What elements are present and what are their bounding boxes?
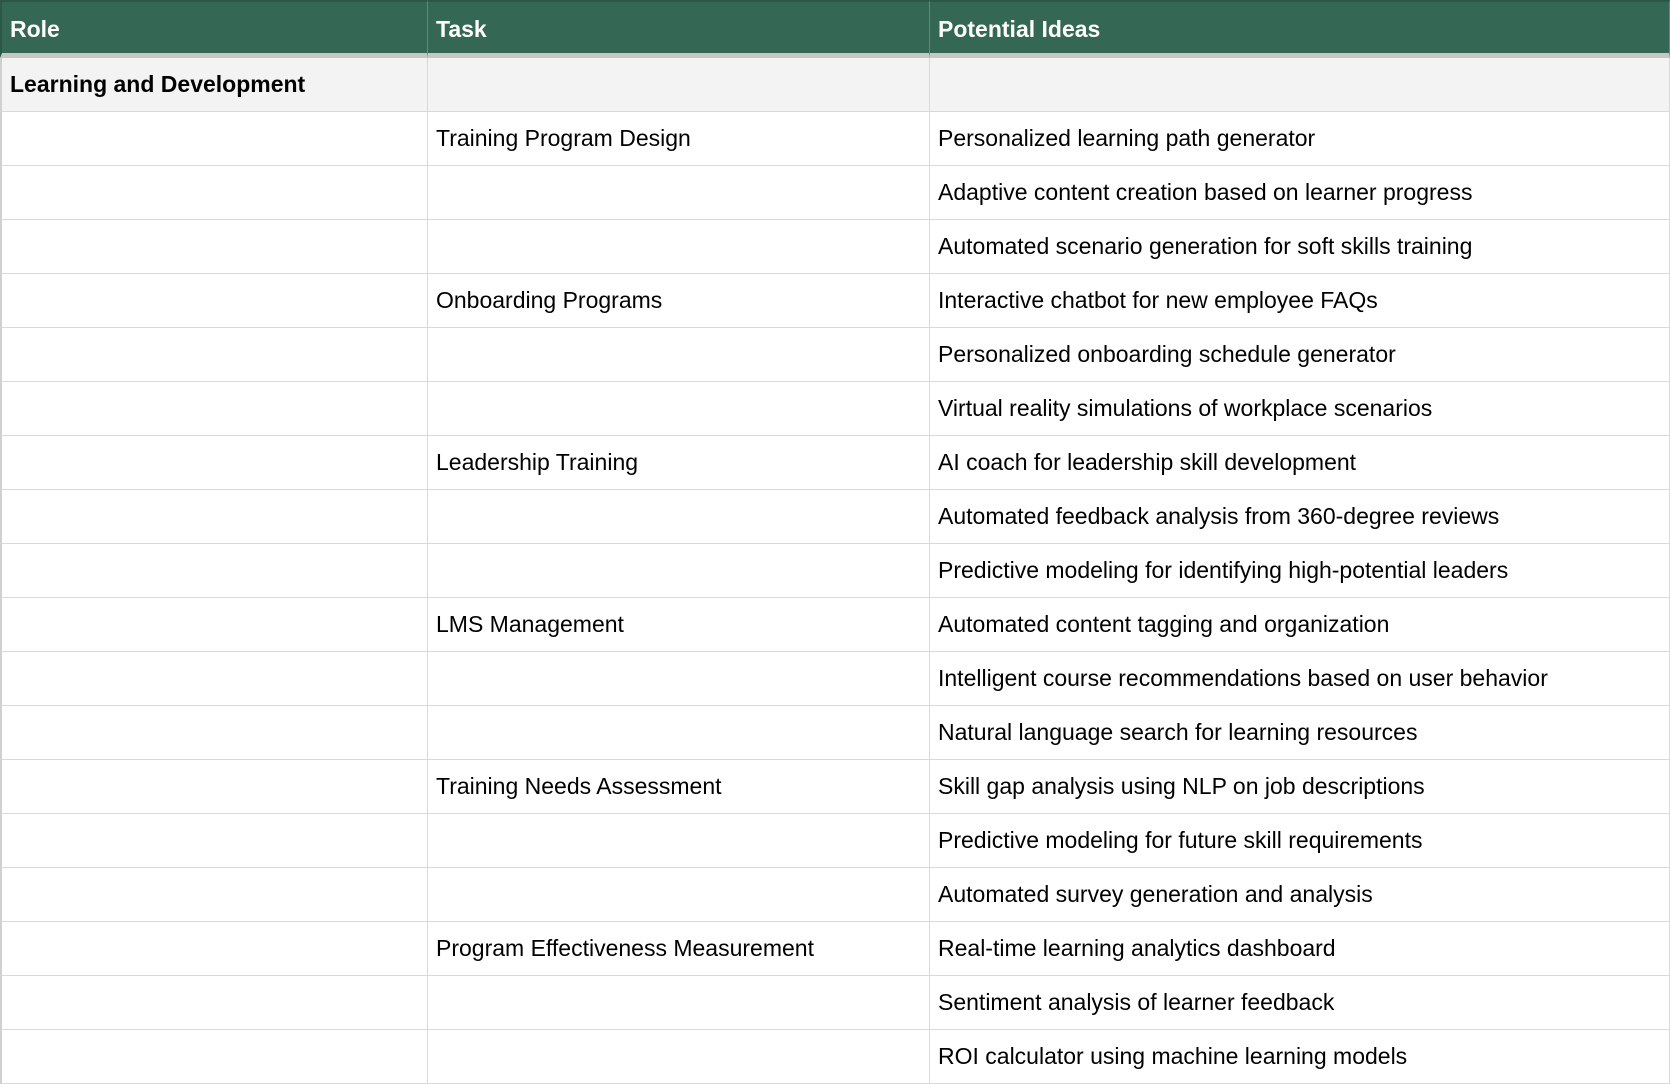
idea-cell[interactable]: Predictive modeling for future skill requirements: [930, 814, 1670, 868]
task-cell[interactable]: [428, 220, 930, 274]
task-cell[interactable]: Onboarding Programs: [428, 274, 930, 328]
role-cell[interactable]: [0, 436, 428, 490]
role-cell[interactable]: [0, 706, 428, 760]
idea-cell[interactable]: Automated survey generation and analysis: [930, 868, 1670, 922]
task-cell[interactable]: [428, 652, 930, 706]
idea-cell[interactable]: Virtual reality simulations of workplace scenarios: [930, 382, 1670, 436]
role-cell[interactable]: [0, 328, 428, 382]
idea-cell[interactable]: Natural language search for learning resources: [930, 706, 1670, 760]
role-cell[interactable]: [0, 814, 428, 868]
role-cell[interactable]: [0, 112, 428, 166]
task-cell[interactable]: [428, 868, 930, 922]
task-cell[interactable]: [428, 706, 930, 760]
task-cell[interactable]: [428, 490, 930, 544]
idea-cell[interactable]: Automated feedback analysis from 360-degree reviews: [930, 490, 1670, 544]
group-ideas-cell[interactable]: [930, 58, 1670, 112]
role-cell[interactable]: [0, 922, 428, 976]
idea-cell[interactable]: Interactive chatbot for new employee FAQs: [930, 274, 1670, 328]
idea-cell[interactable]: Personalized onboarding schedule generator: [930, 328, 1670, 382]
task-cell[interactable]: Training Program Design: [428, 112, 930, 166]
column-header-task[interactable]: Task: [428, 0, 930, 58]
idea-cell[interactable]: ROI calculator using machine learning models: [930, 1030, 1670, 1084]
idea-cell[interactable]: Real-time learning analytics dashboard: [930, 922, 1670, 976]
idea-cell[interactable]: Personalized learning path generator: [930, 112, 1670, 166]
role-cell[interactable]: [0, 166, 428, 220]
task-cell[interactable]: [428, 976, 930, 1030]
role-cell[interactable]: [0, 760, 428, 814]
group-role-cell[interactable]: Learning and Development: [0, 58, 428, 112]
role-cell[interactable]: [0, 868, 428, 922]
task-cell[interactable]: [428, 814, 930, 868]
idea-cell[interactable]: Sentiment analysis of learner feedback: [930, 976, 1670, 1030]
idea-cell[interactable]: Automated scenario generation for soft skills training: [930, 220, 1670, 274]
task-cell[interactable]: Leadership Training: [428, 436, 930, 490]
idea-cell[interactable]: Adaptive content creation based on learner progress: [930, 166, 1670, 220]
idea-cell[interactable]: Predictive modeling for identifying high-potential leaders: [930, 544, 1670, 598]
column-header-ideas[interactable]: Potential Ideas: [930, 0, 1670, 58]
task-cell[interactable]: Program Effectiveness Measurement: [428, 922, 930, 976]
task-cell[interactable]: [428, 328, 930, 382]
role-cell[interactable]: [0, 598, 428, 652]
idea-cell[interactable]: AI coach for leadership skill development: [930, 436, 1670, 490]
task-cell[interactable]: LMS Management: [428, 598, 930, 652]
column-header-role[interactable]: Role: [0, 0, 428, 58]
idea-cell[interactable]: Intelligent course recommendations based on user behavior: [930, 652, 1670, 706]
role-cell[interactable]: [0, 220, 428, 274]
task-cell[interactable]: [428, 544, 930, 598]
group-task-cell[interactable]: [428, 58, 930, 112]
role-cell[interactable]: [0, 976, 428, 1030]
task-cell[interactable]: [428, 382, 930, 436]
task-cell[interactable]: [428, 166, 930, 220]
role-cell[interactable]: [0, 1030, 428, 1084]
role-cell[interactable]: [0, 652, 428, 706]
role-cell[interactable]: [0, 382, 428, 436]
task-cell[interactable]: Training Needs Assessment: [428, 760, 930, 814]
idea-cell[interactable]: Automated content tagging and organization: [930, 598, 1670, 652]
task-cell[interactable]: [428, 1030, 930, 1084]
role-cell[interactable]: [0, 544, 428, 598]
role-cell[interactable]: [0, 490, 428, 544]
idea-cell[interactable]: Skill gap analysis using NLP on job descriptions: [930, 760, 1670, 814]
role-cell[interactable]: [0, 274, 428, 328]
